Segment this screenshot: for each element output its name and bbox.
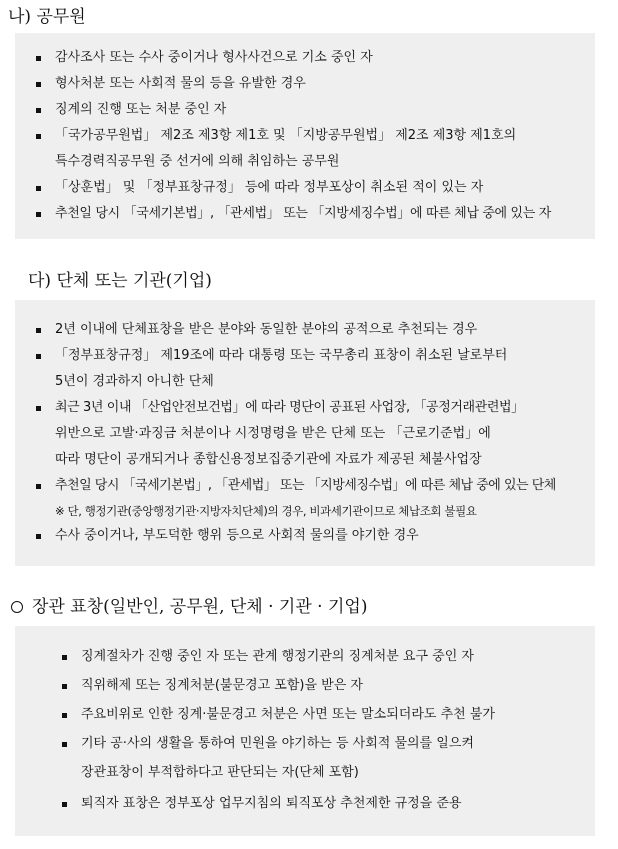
bullet-icon: [36, 134, 41, 139]
content-box-minister: 징계절차가 진행 중인 자 또는 관계 행정기관의 징계처분 요구 중인 자 직위해제 또는 징계처분(불문경고 포함)을 받은 자 주요비위로 인한 징계·불문경고 처분은 사면 또는 말소되더라도 추천 불가 기타 공·사의 생활을 통하여 민원을 야기하는 등 사회적 물의를 일으켜 장관표창이 부적합하다고 판단되는 자(단체 포함) 퇴직자 표창은 정부포상 업무지침의 퇴직포상 추천제한 규정을 준용: [15, 626, 595, 836]
bullet-icon: [36, 186, 41, 191]
bullet-icon: [36, 534, 41, 539]
section-heading-na: 나) 공무원: [8, 7, 86, 27]
circle-bullet-icon: [11, 601, 23, 613]
bullet-icon: [62, 742, 67, 747]
bullet-icon: [36, 484, 41, 489]
content-box-da: 2년 이내에 단체표창을 받은 분야와 동일한 분야의 공적으로 추천되는 경우 「정부표창규정」 제19조에 따라 대통령 또는 국무총리 표창이 취소된 날로부터 5년이 경과하지 아니한 단체 최근 3년 이내 「산업안전보건법」에 따라 명단이 공표된 사업장, 「공정거래관련법」 위반으로 고발·과징금 처분이나 시정명령을 받은 단체 또는 「근로기준법」에 따라 명단이 공개되거나 종합신용정보집중기관에 자료가 제공된 체불사업장 추천일 당시 「국세기본법」, 「관세법」 또는 「지방세징수법」에 따른 체납 중에 있는 단체 ※ 단, 행정기관(중앙행정기관·지방자치단체)의 경우, 비과세기관이므로 체납조회 불필요 수사 중이거나, 부도덕한 행위 등으로 사회적 물의를 야기한 경우: [15, 300, 595, 566]
section-heading-da: 다) 단체 또는 기관(기업): [28, 271, 212, 291]
bullet-icon: [36, 354, 41, 359]
content-box-na: 감사조사 또는 수사 중이거나 형사사건으로 기소 중인 자 형사처분 또는 사회적 물의 등을 유발한 경우 징계의 진행 또는 처분 중인 자 「국가공무원법」 제2조 제3항 제1호 및 「지방공무원법」 제2조 제3항 제1호의 특수경력직공무원 중 선거에 의해 취임하는 공무원 「상훈법」 및 「정부표창규정」 등에 따라 정부포상이 취소된 적이 있는 자 추천일 당시 「국세기본법」, 「관세법」 또는 「지방세징수법」에 따른 체납 중에 있는 자: [15, 33, 595, 239]
bullet-icon: [36, 82, 41, 87]
section-heading-minister: [11, 592, 367, 617]
bullet-icon: [36, 406, 41, 411]
bullet-icon: [36, 212, 41, 217]
bullet-icon: [62, 684, 67, 689]
bullet-icon: [36, 108, 41, 113]
bullet-icon: [62, 713, 67, 718]
bullet-icon: [36, 328, 41, 333]
bullet-icon: [62, 802, 67, 807]
bullet-icon: [36, 56, 41, 61]
bullet-icon: [62, 655, 67, 660]
section-heading-minister-text: 장관 표창(일반인, 공무원, 단체 · 기관 · 기업): [32, 597, 368, 617]
